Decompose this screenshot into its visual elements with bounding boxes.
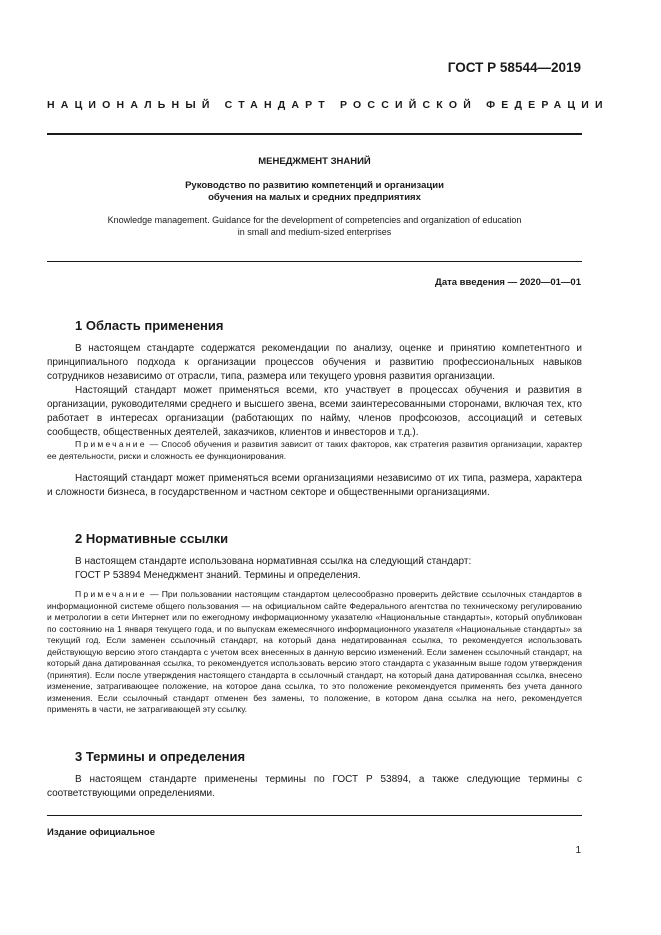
section-1-paragraph-3: Настоящий стандарт может применяться всеми организациями независимо от их типа, размера, характера и сложности бизнеса, в государственном и частном секторе и общественными организациями.: [47, 473, 582, 498]
introduction-date: Дата введения — 2020—01—01: [435, 277, 581, 288]
top-divider: [47, 133, 582, 135]
national-standard-title: НАЦИОНАЛЬНЫЙ СТАНДАРТ РОССИЙСКОЙ ФЕДЕРАЦИИ: [47, 99, 609, 111]
page-number: 1: [575, 845, 581, 856]
section-3-paragraph-1: В настоящем стандарте применены термины по ГОСТ Р 53894, а также следующие термины с соответствующими определениями.: [47, 774, 582, 799]
section-1-paragraph-2: Настоящий стандарт может применяться всеми, кто участвует в процессах обучения и развития в организации, руководителями среднего и высшего звена, всеми заинтересованными сторонами, включая тех, кто работает в интересах организации (работающих по найму, членов профсоюзов, ассоциаций и сетевых сообществ, общественных деятелей, заказчиков, клиентов и инвесторов и т.д.).: [47, 385, 582, 438]
document-subtitle-line2: обучения на малых и средних предприятиях: [208, 192, 421, 203]
english-title-line2: in small and medium-sized enterprises: [237, 227, 392, 237]
section-1-note: [47, 439, 582, 462]
section-2-heading: 2 Нормативные ссылки: [75, 531, 229, 546]
official-edition-label: Издание официальное: [47, 827, 155, 838]
english-title-line1: Knowledge management. Guidance for the development of competencies and organization of education: [107, 215, 522, 225]
section-1-heading: 1 Область применения: [75, 318, 224, 333]
section-3-heading: 3 Термины и определения: [75, 749, 246, 764]
note-label: Примечание: [75, 589, 147, 599]
footer-divider: [47, 815, 582, 816]
section-1-paragraph-1: В настоящем стандарте содержатся рекомендации по анализу, оценке и принятию компетентного и принципиального подхода к организации процессов обучения и развитию профессиональных навыков сотрудников независимо от отрасли, типа, размера или текущего уровня развития организации.: [47, 343, 582, 382]
document-title: МЕНЕДЖМЕНТ ЗНАНИЙ: [258, 156, 371, 167]
title-divider: [47, 261, 582, 262]
section-2-note: [47, 589, 582, 716]
note-text: — Способ обучения и развития зависит от таких факторов, как стратегия развития организации, характер ее деятельности, риски и сложность ее функционирования.: [47, 439, 582, 461]
section-2-reference: ГОСТ Р 53894 Менеджмент знаний. Термины и определения.: [75, 570, 361, 581]
document-subtitle-line1: Руководство по развитию компетенций и организации: [185, 180, 444, 191]
section-2-paragraph-1: В настоящем стандарте использована нормативная ссылка на следующий стандарт:: [75, 556, 472, 567]
note-text: — При пользовании настоящим стандартом целесообразно проверить действие ссылочных стандартов в информационной системе общего пользования — на официальном сайте Федерального агентства по техническому регулированию и метрологии в сети Интернет или по ежегодному информационному указателю «Национальные стандарты», который опубликован по состоянию на 1 января текущего года, и по выпускам ежемесячного информационного указателя «Национальные стандарты» за текущий год. Если заменен ссылочный стандарт, на который дана недатированная ссылка, то рекомендуется использовать действующую версию этого стандарта с учетом всех внесенных в данную версию изменений. Если заменен ссылочный стандарт, на который дана датированная ссылка, то рекомендуется использовать версию этого стандарта с указанным выше годом утверждения (принятия). Если после утверждения настоящего стандарта в ссылочный стандарт, на который дана датированная ссылка, внесено изменение, затрагивающее положение, на которое дана ссылка, то это положение рекомендуется применять без учета данного изменения. Если ссылочный стандарт отменен без замены, то положение, в котором дана ссылка на него, рекомендуется применять в части, не затрагивающей эту ссылку.: [47, 589, 582, 714]
gost-number: ГОСТ Р 58544—2019: [447, 60, 581, 75]
note-label: Примечание: [75, 439, 147, 449]
